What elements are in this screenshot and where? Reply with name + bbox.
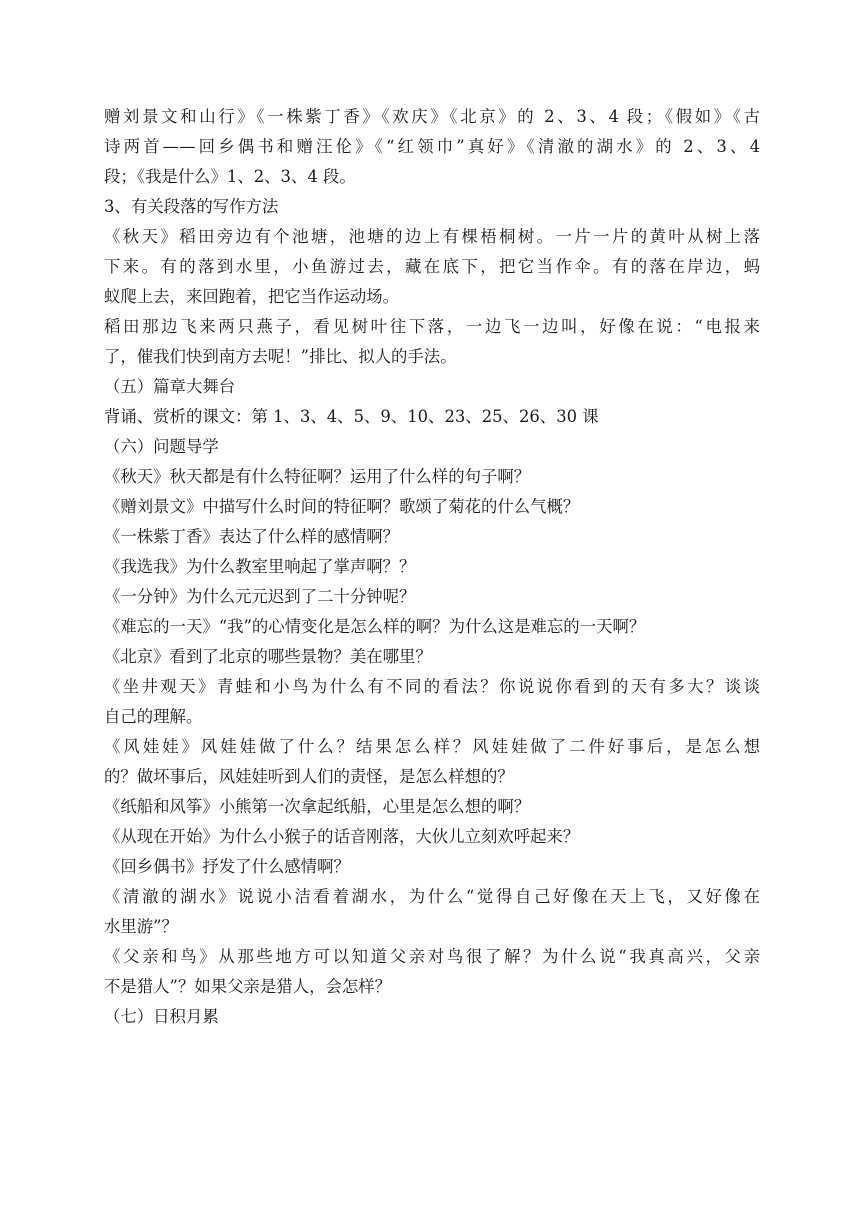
text-line: 段；《我是什么》1、2、3、4 段。 (104, 167, 356, 186)
text-line: 自己的理解。 (104, 707, 203, 726)
text-line: （七）日积月累 (104, 1007, 219, 1026)
text-line: 《父亲和鸟》从那些地方可以知道父亲对鸟很了解？为什么说“我真高兴，父亲 (104, 947, 760, 966)
text-line: 《从现在开始》为什么小猴子的话音刚落，大伙儿立刻欢呼起来？ (104, 827, 580, 846)
text-line: 的？做坏事后，风娃娃听到人们的责怪，是怎么样想的？ (104, 767, 514, 786)
text-line: 水里游”？ (104, 917, 178, 936)
text-line: （六）问题导学 (104, 437, 219, 456)
text-line: 背诵、赏析的课文：第 1、3、4、5、9、10、23、25、26、30 课 (104, 407, 599, 426)
text-line: 赠刘景文和山行》《一株紫丁香》《欢庆》《北京》的 2、3、4 段；《假如》《古 (104, 107, 760, 126)
text-line: 《我选我》为什么教室里响起了掌声啊？？ (104, 557, 416, 576)
text-line: 《秋天》秋天都是有什么特征啊？运用了什么样的句子啊？ (104, 467, 531, 486)
text-line: 《坐井观天》青蛙和小鸟为什么有不同的看法？你说说你看到的天有多大？谈谈 (104, 677, 760, 696)
text-line: 《风娃娃》风娃娃做了什么？结果怎么样？风娃娃做了二件好事后，是怎么想 (104, 737, 760, 756)
text-line: 了，催我们快到南方去呢！”排比、拟人的手法。 (104, 347, 457, 366)
text-line: 《回乡偶书》抒发了什么感情啊？ (104, 857, 350, 876)
text-line: 下来。有的落到水里，小鱼游过去，藏在底下，把它当作伞。有的落在岸边，蚂 (104, 257, 760, 276)
text-line: 蚁爬上去，来回跑着，把它当作运动场。 (104, 287, 400, 306)
text-line: 《一株紫丁香》表达了什么样的感情啊？ (104, 527, 400, 546)
document-page (104, 102, 760, 1032)
text-line: 不是猎人”？如果父亲是猎人，会怎样？ (104, 977, 392, 996)
text-line: 《难忘的一天》“我”的心情变化是怎么样的啊？为什么这是难忘的一天啊？ (104, 617, 646, 636)
text-line: 《一分钟》为什么元元迟到了二十分钟呢？ (104, 587, 416, 606)
text-line: 稻田那边飞来两只燕子，看见树叶往下落，一边飞一边叫，好像在说：“电报来 (104, 317, 760, 336)
text-line: 《清澈的湖水》说说小洁看着湖水，为什么“觉得自己好像在天上飞，又好像在 (104, 887, 760, 906)
text-line: 《赠刘景文》中描写什么时间的特征啊？歌颂了菊花的什么气概？ (104, 497, 580, 516)
text-line: 诗两首——回乡偶书和赠汪伦》《“红领巾”真好》《清澈的湖水》的 2、3、4 (104, 137, 760, 156)
text-line: 《纸船和风筝》小熊第一次拿起纸船，心里是怎么想的啊？ (104, 797, 531, 816)
text-line: 3、有关段落的写作方法 (104, 197, 279, 216)
text-line: 《秋天》稻田旁边有个池塘，池塘的边上有棵梧桐树。一片一片的黄叶从树上落 (104, 227, 760, 246)
text-line: 《北京》看到了北京的哪些景物？美在哪里？ (104, 647, 432, 666)
text-line: （五）篇章大舞台 (104, 377, 236, 396)
